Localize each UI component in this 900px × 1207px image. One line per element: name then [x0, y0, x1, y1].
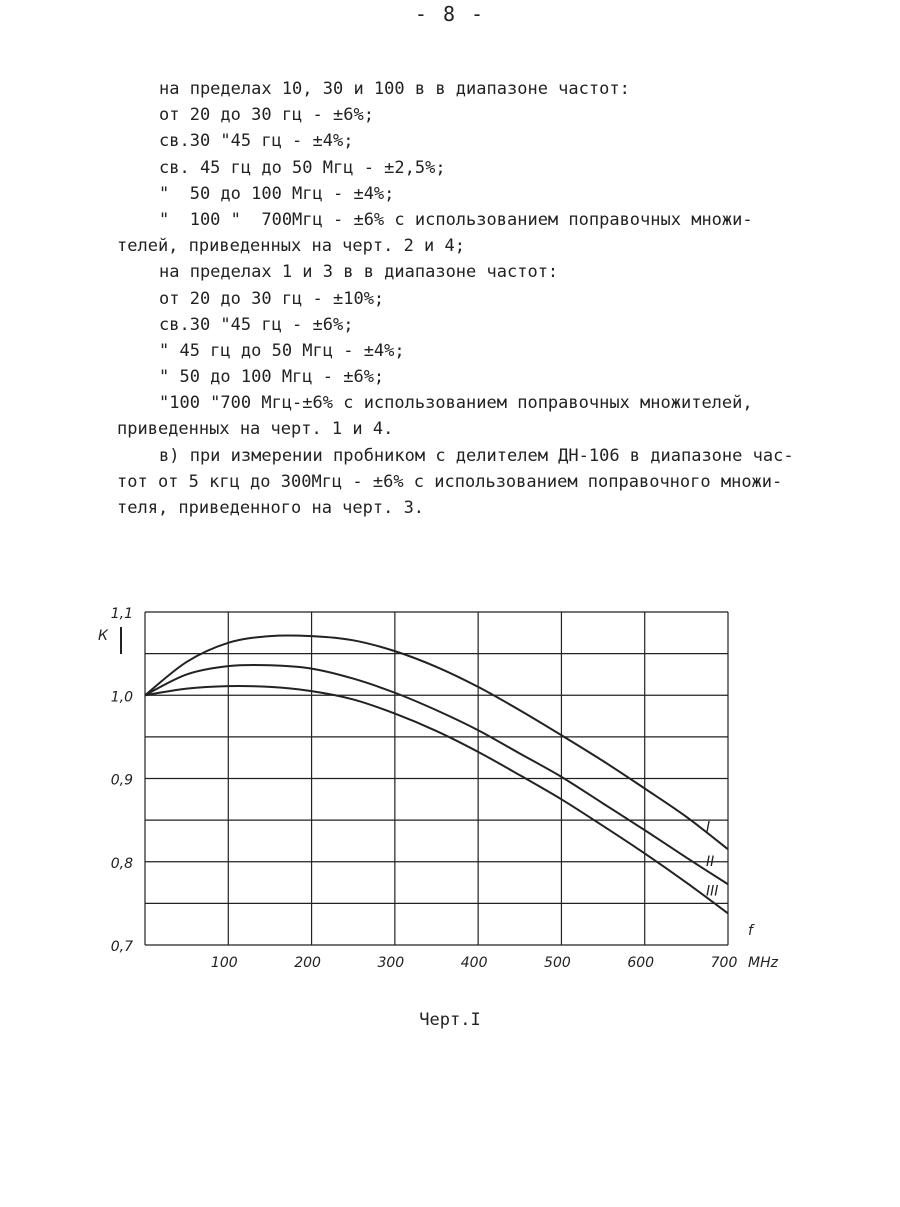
y-tick-label: 1,0 — [110, 689, 133, 706]
text-line: св.30 "45 гц - ±4%; — [159, 131, 354, 152]
x-tick-label: 200 — [294, 955, 321, 971]
y-tick-label: 1,1 — [110, 606, 133, 622]
text-line: теля, приведенного на черт. 3. — [117, 498, 425, 518]
x-unit-label: MHz — [748, 955, 778, 971]
text-line: в) при измерении пробником с делителем ДН-106 в диапазоне час- — [159, 445, 794, 466]
x-tick-label: 100 — [210, 955, 238, 971]
page-number: - 8 - — [414, 2, 486, 26]
y-axis-label: К — [98, 628, 108, 644]
chart-grid — [145, 612, 728, 945]
y-tick-label: 0,7 — [110, 939, 133, 955]
text-line: приведенных на черт. 1 и 4. — [117, 419, 394, 440]
x-tick-label: 700 — [710, 955, 738, 971]
series-label: III — [706, 883, 719, 900]
text-line: св.30 "45 гц - ±6%; — [159, 314, 354, 335]
text-line: " 45 гц до 50 Мгц - ±4%; — [159, 340, 405, 361]
x-tick-label: 500 — [544, 955, 571, 971]
text-line: " 50 до 100 Мгц - ±6%; — [159, 367, 385, 388]
y-tick-label: 0,9 — [110, 772, 133, 789]
text-line: " 100 " 700Мгц - ±6% с использованием поправочных множи- — [159, 209, 753, 230]
chart-curves — [145, 635, 728, 913]
text-line: св. 45 гц до 50 Мгц - ±2,5%; — [159, 157, 446, 178]
series-line-III — [145, 686, 728, 913]
text-line: "100 "700 Мгц-±6% с использованием поправочных множителей, — [159, 393, 753, 414]
text-line: тот от 5 кгц до 300Мгц - ±6% с использованием поправочного множи- — [117, 471, 783, 492]
series-label: II — [706, 854, 715, 871]
x-axis-label: f — [748, 923, 753, 939]
text-line: на пределах 1 и 3 в в диапазоне частот: — [159, 262, 559, 283]
text-line: " 50 до 100 Мгц - ±4%; — [159, 183, 395, 204]
text-line: на пределах 10, 30 и 100 в в диапазоне частот: — [159, 79, 630, 99]
x-tick-label: 600 — [627, 955, 655, 971]
x-tick-label: 400 — [460, 955, 488, 971]
series-line-I — [145, 635, 728, 849]
series-label: I — [706, 819, 711, 836]
y-tick-label: 0,8 — [110, 855, 133, 872]
text-line: телей, приведенных на черт. 2 и 4; — [117, 236, 465, 257]
text-line: от 20 до 30 гц - ±10%; — [159, 288, 385, 309]
x-tick-label: 300 — [377, 955, 405, 971]
figure-caption: Черт.I — [419, 1010, 481, 1030]
chart-labels — [98, 606, 779, 971]
text-line: от 20 до 30 гц - ±6%; — [159, 105, 374, 126]
